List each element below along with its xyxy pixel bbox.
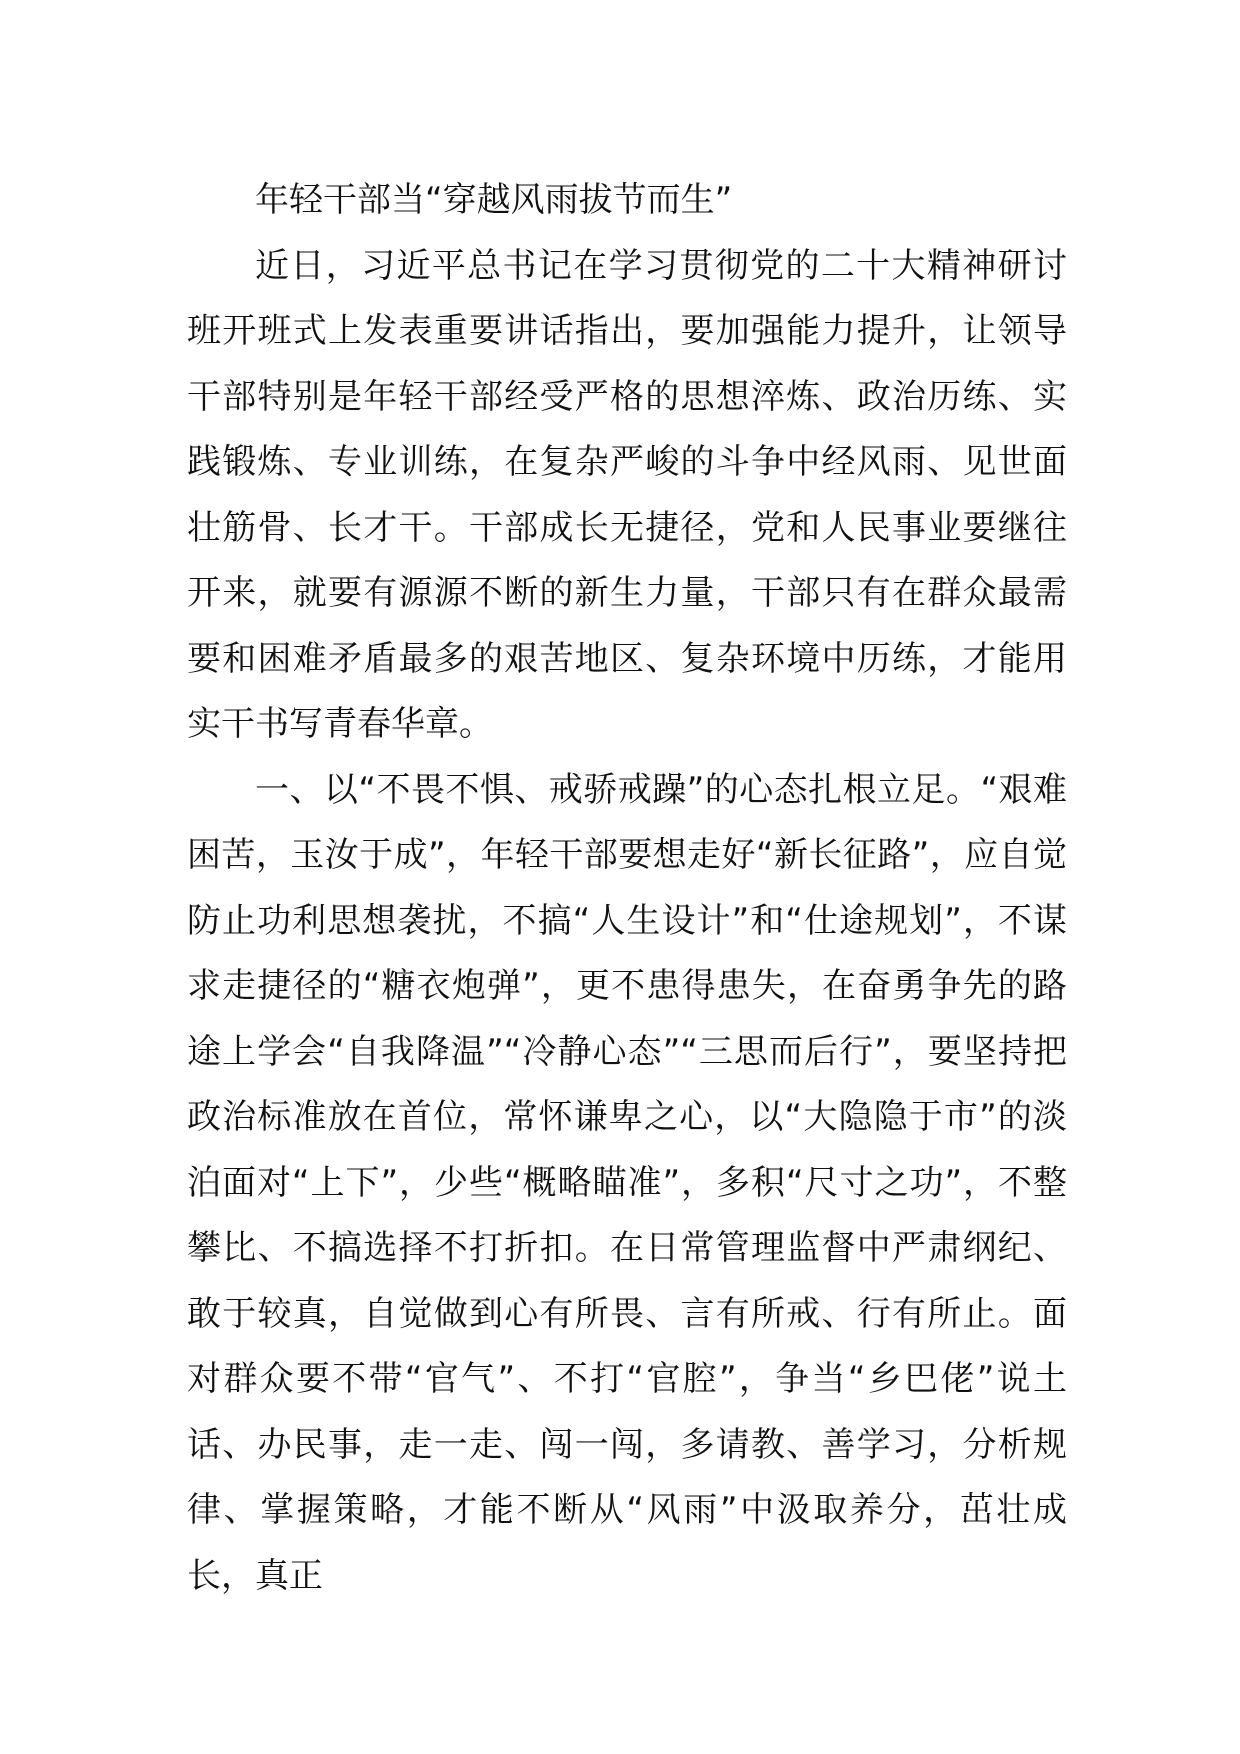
paragraph-intro: 近日，习近平总书记在学习贯彻党的二十大精神研讨班开班式上发表重要讲话指出，要加强能力提升，让领导干部特别是年轻干部经受严格的思想淬炼、政治历练、实践锻炼、专业训练，在复杂严峻的斗争中经风雨、见世面壮筋骨、长才干。干部成长无捷径，党和人民事业要继往开来，就要有源源不断的新生力量，干部只有在群众最需要和困难矛盾最多的艰苦地区、复杂环境中历练，才能用实干书写青春华章。 — [187, 245, 1067, 744]
document-body — [187, 168, 1067, 1609]
document-title: 年轻干部当“穿越风雨拔节而生” — [255, 180, 733, 220]
paragraph-section-one: 一、以“不畏不惧、戒骄戒躁”的心态扎根立足。“艰难困苦，玉汝于成”，年轻干部要想走好“新长征路”，应自觉防止功利思想袭扰，不搞“人生设计”和“仕途规划”，不谋求走捷径的“糖衣炮弹”，更不患得患失，在奋勇争先的路途上学会“自我降温”“冷静心态”“三思而后行”，要坚持把政治标准放在首位，常怀谦卑之心，以“大隐隐于市”的淡泊面对“上下”，少些“概略瞄准”，多积“尺寸之功”，不整攀比、不搞选择不打折扣。在日常管理监督中严肃纲纪、敢于较真，自觉做到心有所畏、言有所戒、行有所止。面对群众要不带“官气”、不打“官腔”，争当“乡巴佬”说土话、办民事，走一走、闯一闯，多请教、善学习，分析规律、掌握策略，才能不断从“风雨”中汲取养分，茁壮成长，真正 — [187, 769, 1067, 1596]
